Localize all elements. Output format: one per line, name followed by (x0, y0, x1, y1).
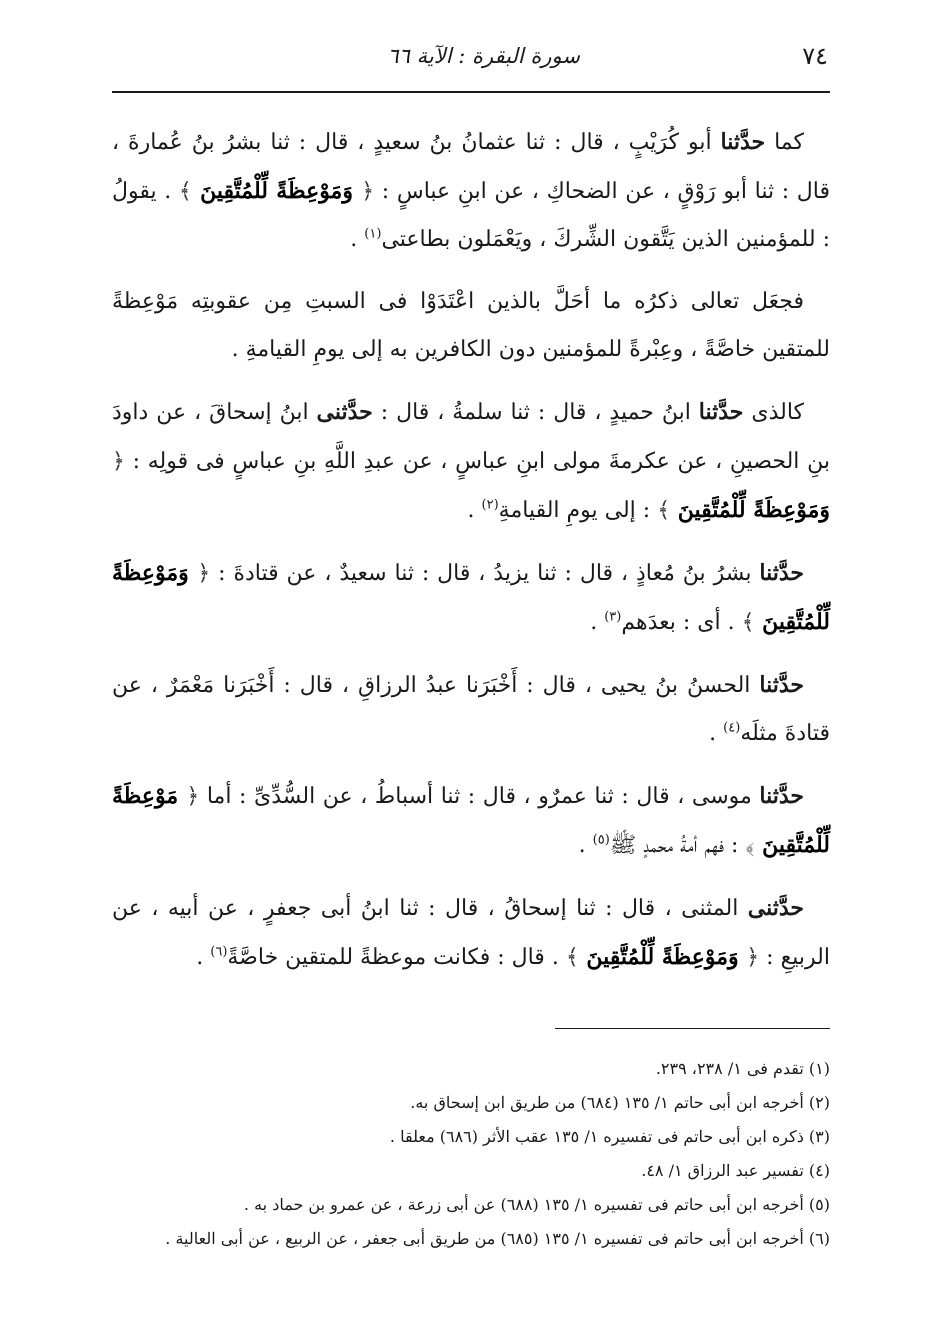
footnote-separator (555, 1028, 830, 1029)
paragraph (112, 772, 830, 870)
footnote: (٤) تفسير عبد الرزاق ١/ ٤٨. (641, 1161, 830, 1180)
page-number: ٧٤ (802, 42, 828, 70)
paragraph (112, 388, 830, 535)
text-run: . (467, 498, 482, 523)
header-rule (112, 91, 830, 93)
main-text (112, 118, 830, 996)
text-run: . (196, 945, 211, 970)
footnote: (١) تقدم فى ١/ ٢٣٨، ٢٣٩. (655, 1059, 830, 1078)
quran-bracket: ﴿ (361, 179, 375, 204)
text-run: أبو كُرَيْبٍ ، قال : ثنا عثمانُ بنُ سعيدٍ ، قال : ثنا بشرُ بنُ عُمارةَ ، قال : ثنا أبو رَوْقٍ ، عن الضحاكِ ، عن ابنِ عباسٍ : (112, 130, 830, 204)
quran-quote: وَمَوْعِظَةً لِّلْمُتَّقِينَ (112, 560, 830, 635)
quran-bracket: ﴿ (186, 784, 200, 809)
paragraph (112, 278, 830, 374)
quran-quote: وَمَوْعِظَةً لِّلْمُتَّقِينَ (670, 497, 830, 523)
text-run: . (578, 833, 593, 858)
text-run: الحسنُ بنُ يحيى ، قال : أَخْبَرَنا عبدُ الرزاقِ ، قال : أَخْبَرَنا مَعْمَرٌ ، عن قتادةَ مثلَه (112, 673, 830, 746)
footnote: (٥) أخرجه ابن أبى حاتم فى تفسيره ١/ ١٣٥ (٦٨٨) عن أبى زرعة ، عن عمرو بن حماد به . (243, 1195, 830, 1214)
footnote-reference: (٢) (481, 497, 499, 513)
paragraph (112, 884, 830, 982)
paragraph (112, 549, 830, 647)
text-run: كالذى (743, 400, 804, 425)
text-run: . قال : فكانت موعظةً للمتقين خاصَّةً (227, 945, 566, 970)
footnote-reference: (٦) (210, 944, 228, 960)
isnad-keyword: حدَّثنا (720, 129, 766, 155)
text-run: : فهم أمةُ محمدٍ ﷺ (609, 833, 746, 858)
isnad-keyword: حدَّثنى (316, 399, 373, 425)
paragraph (112, 661, 830, 758)
footnote: (٢) أخرجه ابن أبى حاتم ١/ ١٣٥ (٦٨٤) من طريق ابن إسحاق به. (410, 1093, 830, 1112)
footnotes (112, 1052, 830, 1256)
isnad-keyword: حدَّثنا (759, 672, 804, 698)
footnote-reference: (٥) (592, 832, 610, 848)
running-title: سورة البقرة : الآية ٦٦ (387, 44, 580, 68)
text-run: : إلى يومِ القيامةِ (498, 498, 658, 523)
footnote: (٦) أخرجه ابن أبى حاتم فى تفسيره ١/ ١٣٥ (٦٨٥) من طريق أبى جعفر ، عن الربيع ، عن أبى العالية . (165, 1229, 830, 1248)
quran-bracket: ﴾ (657, 498, 671, 523)
quran-quote: وَمَوْعِظَةً لِّلْمُتَّقِينَ (191, 178, 362, 204)
text-run: فجعَل تعالى ذكرُه ما أحَلَّ بالذين اعْتَدَوْا فى السبتِ مِن عقوبتِه مَوْعِظةً للمتقين خاصَّةً ، وعِبْرةً للمؤمنين دون الكافرين به إلى يومِ القيامةِ . (112, 289, 830, 362)
text-run: ابنُ حميدٍ ، قال : ثنا سلمةُ ، قال : (372, 400, 699, 425)
footnote: (٣) ذكره ابن أبى حاتم فى تفسيره ١/ ١٣٥ عقب الأثر (٦٨٦) معلقا . (389, 1127, 830, 1146)
text-run: المثنى ، قال : ثنا إسحاقُ ، قال : ثنا ابنُ أبى جعفرٍ ، عن أبيه ، عن الربيعِ : (112, 896, 830, 970)
text-run: . (350, 227, 365, 252)
isnad-keyword: حدَّثنى (747, 895, 804, 921)
text-run: ابنُ إسحاقَ ، عن داودَ بنِ الحصينِ ، عن عكرمةَ مولى ابنِ عباسٍ ، عن عبدِ اللَّهِ بنِ عباسٍ فى قولِه : (112, 400, 830, 474)
quran-quote: وَمَوْعِظَةً لِّلْمُتَّقِينَ (578, 944, 747, 970)
footnote-reference: (١) (364, 226, 382, 242)
footnote-reference: (٤) (723, 720, 741, 736)
isnad-keyword: حدَّثنا (759, 560, 804, 586)
isnad-keyword: حدَّثنا (759, 783, 804, 809)
quran-bracket: ﴾ (741, 610, 755, 635)
text-run: . (590, 610, 605, 635)
quran-bracket: ﴾ (745, 833, 755, 858)
quran-bracket: ﴾ (565, 945, 579, 970)
text-run: . (709, 721, 724, 746)
footnote-reference: (٣) (604, 609, 622, 625)
quran-quote: مَوْعِظَةً لِّلْمُتَّقِينَ (112, 783, 830, 858)
isnad-keyword: حدَّثنا (698, 399, 744, 425)
quran-bracket: ﴾ (178, 179, 192, 204)
quran-bracket: ﴿ (197, 561, 211, 586)
quran-bracket: ﴿ (112, 449, 125, 474)
paragraph (112, 118, 830, 264)
page-header (112, 40, 830, 76)
quran-bracket: ﴿ (746, 945, 760, 970)
text-run: بشرُ بنُ مُعاذٍ ، قال : ثنا يزيدُ ، قال : ثنا سعيدٌ ، عن قتادةَ : (210, 561, 760, 586)
text-run: كما (765, 130, 804, 155)
text-run: موسى ، قال : ثنا عمرٌو ، قال : ثنا أسباطُ ، عن السُّدِّىِّ : أما (199, 784, 760, 809)
text-run: . يقولُ : للمؤمنين الذين يَتَّقون الشِّركَ ، ويَعْمَلون بطاعتى (112, 179, 830, 252)
text-run: . أى : بعدَهم (621, 610, 742, 635)
